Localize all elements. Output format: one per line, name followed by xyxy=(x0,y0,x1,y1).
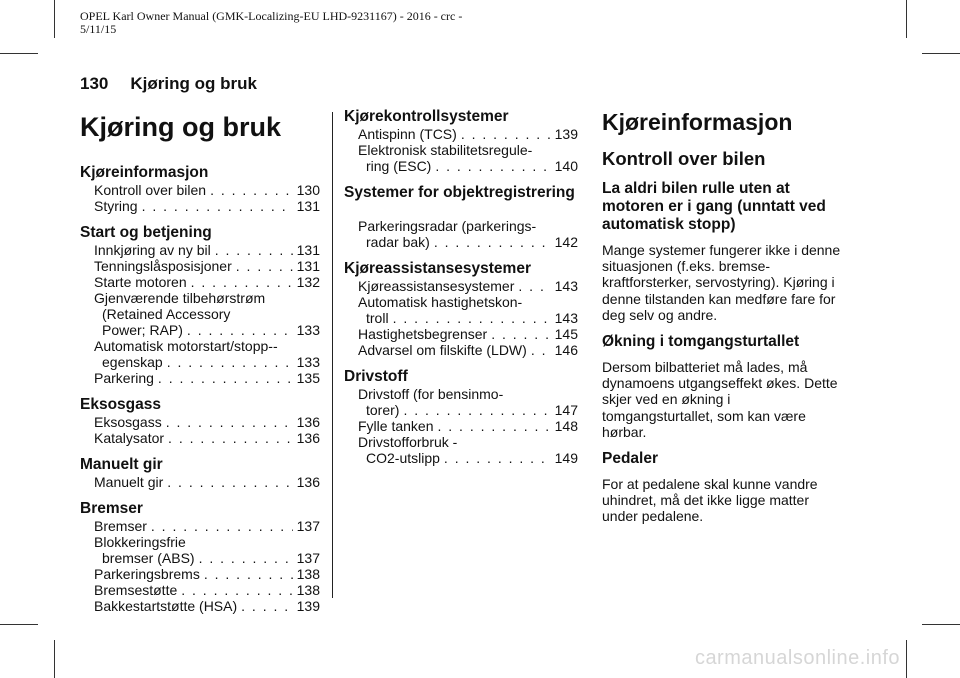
toc-entry-text: Antispinn (TCS) xyxy=(358,126,457,142)
section-heading: Kjøreinformasjon xyxy=(602,109,793,135)
toc-entry[interactable] xyxy=(80,414,320,430)
toc-section-heading: Manuelt gir xyxy=(80,456,163,473)
crop-mark xyxy=(906,640,907,678)
toc-entry-text: Advarsel om filskifte (LDW) xyxy=(358,342,527,358)
toc-entry-page: 138 xyxy=(296,566,320,582)
toc-section-heading: Kjøreinformasjon xyxy=(80,164,209,181)
toc-entry-text: Katalysator xyxy=(94,430,165,446)
toc-entry[interactable] xyxy=(80,598,320,614)
toc-entry[interactable] xyxy=(80,274,320,290)
content-column xyxy=(602,108,842,525)
toc-entry-text: Hastighetsbegrenser xyxy=(358,326,488,342)
toc-entry-line: Blokkeringsfrie xyxy=(94,534,186,550)
leader-dots xyxy=(236,258,293,274)
leader-dots xyxy=(204,566,293,582)
toc-entry-line: Parkeringsradar (parkerings- xyxy=(358,218,537,234)
toc-entry-text: radar bak) xyxy=(366,234,430,250)
toc-entry[interactable] xyxy=(80,354,320,370)
toc-entry-text: torer) xyxy=(366,402,400,418)
leader-dots xyxy=(393,310,551,326)
toc-column-1 xyxy=(80,108,320,614)
toc-entry[interactable] xyxy=(80,566,320,582)
toc-entry[interactable] xyxy=(344,418,578,434)
running-title: Kjøring og bruk xyxy=(130,74,257,93)
toc-entry-page: 139 xyxy=(554,126,578,142)
toc-entry-line: Drivstofforbruk - xyxy=(358,434,458,450)
toc-entry-page: 143 xyxy=(554,278,578,294)
page-number: 130 xyxy=(80,74,109,93)
toc-entry-page: 136 xyxy=(296,474,320,490)
toc-entry-text: egenskap xyxy=(102,354,163,370)
toc-entry-text: Parkering xyxy=(94,370,154,386)
toc-entry[interactable] xyxy=(344,310,578,326)
toc-entry-page: 135 xyxy=(296,370,320,386)
toc-section-heading: Bremser xyxy=(80,500,143,517)
toc-entry[interactable] xyxy=(344,342,578,358)
toc-entry-page: 137 xyxy=(296,550,320,566)
print-header-line2: 5/11/15 xyxy=(80,22,117,36)
toc-entry-page: 148 xyxy=(554,418,578,434)
toc-entry-text: troll xyxy=(366,310,389,326)
leader-dots xyxy=(461,126,551,142)
leader-dots xyxy=(491,326,550,342)
toc-entry[interactable] xyxy=(344,326,578,342)
leader-dots xyxy=(167,354,293,370)
toc-entry-text: ring (ESC) xyxy=(366,158,432,174)
toc-entry-text: Eksosgass xyxy=(94,414,162,430)
toc-entry-line: Automatisk motorstart/stopp-- xyxy=(94,338,278,354)
toc-entry-page: 130 xyxy=(296,182,320,198)
toc-section-heading: Eksosgass xyxy=(80,396,161,413)
print-header-line1: OPEL Karl Owner Manual (GMK-Localizing-EU LHD-9231167) - 2016 - crc - xyxy=(80,9,463,23)
toc-entry[interactable] xyxy=(344,402,578,418)
toc-section-heading: Kjøreassistansesystemer xyxy=(344,260,531,277)
toc-entry-page: 142 xyxy=(554,234,578,250)
crop-mark xyxy=(0,624,38,625)
toc-entry-line: Automatisk hastighetskon- xyxy=(358,294,523,310)
toc-entry-line: Drivstoff (for bensinmo- xyxy=(358,386,504,402)
toc-entry-text: Bakkestartstøtte (HSA) xyxy=(94,598,238,614)
toc-entry[interactable] xyxy=(344,126,578,142)
toc-entry[interactable] xyxy=(80,550,320,566)
toc-entry-page: 145 xyxy=(554,326,578,342)
topic-heading: Pedaler xyxy=(602,450,659,468)
toc-entry[interactable] xyxy=(344,450,578,466)
toc-entry-line: Elektronisk stabilitetsregule- xyxy=(358,142,533,158)
toc-entry[interactable] xyxy=(344,158,578,174)
toc-entry-text: Manuelt gir xyxy=(94,474,164,490)
toc-entry-text: Kontroll over bilen xyxy=(94,182,207,198)
toc-entry-page: 140 xyxy=(554,158,578,174)
leader-dots xyxy=(181,582,292,598)
toc-entry-text: Fylle tanken xyxy=(358,418,434,434)
paragraph: Dersom bilbatteriet må lades, må dynamoens utgangseffekt økes. Dette skjer ved en økning i tomgangsturtallet, som kan være hørbar. xyxy=(602,359,838,440)
toc-entry[interactable] xyxy=(80,182,320,198)
leader-dots xyxy=(142,198,293,214)
toc-entry-text: Bremser xyxy=(94,518,147,534)
toc-entry-page: 146 xyxy=(554,342,578,358)
toc-entry[interactable] xyxy=(80,430,320,446)
spacer xyxy=(344,202,578,218)
column-divider xyxy=(332,112,333,598)
leader-dots xyxy=(167,474,292,490)
leader-dots xyxy=(187,322,293,338)
toc-entry-page: 131 xyxy=(296,258,320,274)
leader-dots xyxy=(166,414,293,430)
toc-entry-page: 131 xyxy=(296,198,320,214)
toc-entry-text: CO2-utslipp xyxy=(366,450,440,466)
leader-dots xyxy=(435,158,550,174)
leader-dots xyxy=(151,518,293,534)
toc-section-heading: Kjørekontrollsystemer xyxy=(344,108,509,125)
toc-entry-page: 136 xyxy=(296,414,320,430)
crop-mark xyxy=(922,624,960,625)
leader-dots xyxy=(241,598,292,614)
toc-entry-line: Gjenværende tilbehørstrøm xyxy=(94,290,266,306)
toc-entry-text: Bremsestøtte xyxy=(94,582,178,598)
leader-dots xyxy=(434,234,551,250)
crop-mark xyxy=(54,0,55,38)
leader-dots xyxy=(437,418,550,434)
toc-entry-text: Tenningslåsposisjoner xyxy=(94,258,232,274)
watermark: carmanualsonline.info xyxy=(694,647,900,669)
leader-dots xyxy=(210,182,293,198)
leader-dots xyxy=(168,430,293,446)
chapter-title: Kjøring og bruk xyxy=(80,112,281,142)
leader-dots xyxy=(191,274,293,290)
toc-entry-text: bremser (ABS) xyxy=(102,550,195,566)
print-header xyxy=(80,10,540,36)
topic-heading: Økning i tomgangsturtallet xyxy=(602,333,800,351)
toc-section-heading: Systemer for objektregistrering xyxy=(344,184,575,201)
toc-entry-page: 147 xyxy=(554,402,578,418)
crop-mark xyxy=(906,0,907,38)
leader-dots xyxy=(518,278,550,294)
toc-entry[interactable] xyxy=(80,582,320,598)
subsection-heading: Kontroll over bilen xyxy=(602,148,766,169)
toc-entry-text: Kjøreassistansesystemer xyxy=(358,278,515,294)
toc-entry-page: 149 xyxy=(554,450,578,466)
toc-entry-page: 139 xyxy=(296,598,320,614)
leader-dots xyxy=(403,402,550,418)
toc-column-2 xyxy=(344,108,578,466)
toc-entry-page: 137 xyxy=(296,518,320,534)
toc-entry-line: (Retained Accessory xyxy=(102,306,231,322)
toc-section-heading: Start og betjening xyxy=(80,224,212,241)
toc-entry-page: 132 xyxy=(296,274,320,290)
toc-entry[interactable] xyxy=(80,370,320,386)
toc-entry[interactable] xyxy=(344,234,578,250)
toc-entry[interactable] xyxy=(80,322,320,338)
toc-entry[interactable] xyxy=(344,278,578,294)
topic-heading: La aldri bilen rulle uten at motoren er i gang (unntatt ved automatisk stopp) xyxy=(602,180,826,233)
toc-entry-page: 136 xyxy=(296,430,320,446)
running-head xyxy=(80,74,257,94)
paragraph: For at pedalene skal kunne vandre uhindret, må det ikke ligge matter under pedalene. xyxy=(602,476,818,525)
toc-entry-text: Power; RAP) xyxy=(102,322,183,338)
leader-dots xyxy=(531,342,551,358)
toc-entry[interactable] xyxy=(80,258,320,274)
toc-entry[interactable] xyxy=(80,518,320,534)
toc-entry-text: Innkjøring av ny bil xyxy=(94,242,211,258)
paragraph: Mange systemer fungerer ikke i denne situasjonen (f.eks. bremse-kraftforsterker, servostyring). Kjøring i denne tilstanden kan medføre fare for deg selv og andre. xyxy=(602,242,841,323)
toc-entry-text: Styring xyxy=(94,198,138,214)
toc-entry-text: Starte motoren xyxy=(94,274,187,290)
toc-entry-page: 143 xyxy=(554,310,578,326)
toc-entry-page: 133 xyxy=(296,354,320,370)
toc-entry-text: Parkeringsbrems xyxy=(94,566,200,582)
toc-entry[interactable] xyxy=(80,198,320,214)
toc-entry-page: 131 xyxy=(296,242,320,258)
crop-mark xyxy=(922,53,960,54)
toc-entry-page: 138 xyxy=(296,582,320,598)
toc-entry[interactable] xyxy=(80,242,320,258)
leader-dots xyxy=(444,450,551,466)
crop-mark xyxy=(0,53,38,54)
leader-dots xyxy=(199,550,293,566)
toc-section-heading: Drivstoff xyxy=(344,368,408,385)
crop-mark xyxy=(54,640,55,678)
leader-dots xyxy=(158,370,293,386)
leader-dots xyxy=(215,242,293,258)
toc-entry[interactable] xyxy=(80,474,320,490)
toc-entry-page: 133 xyxy=(296,322,320,338)
